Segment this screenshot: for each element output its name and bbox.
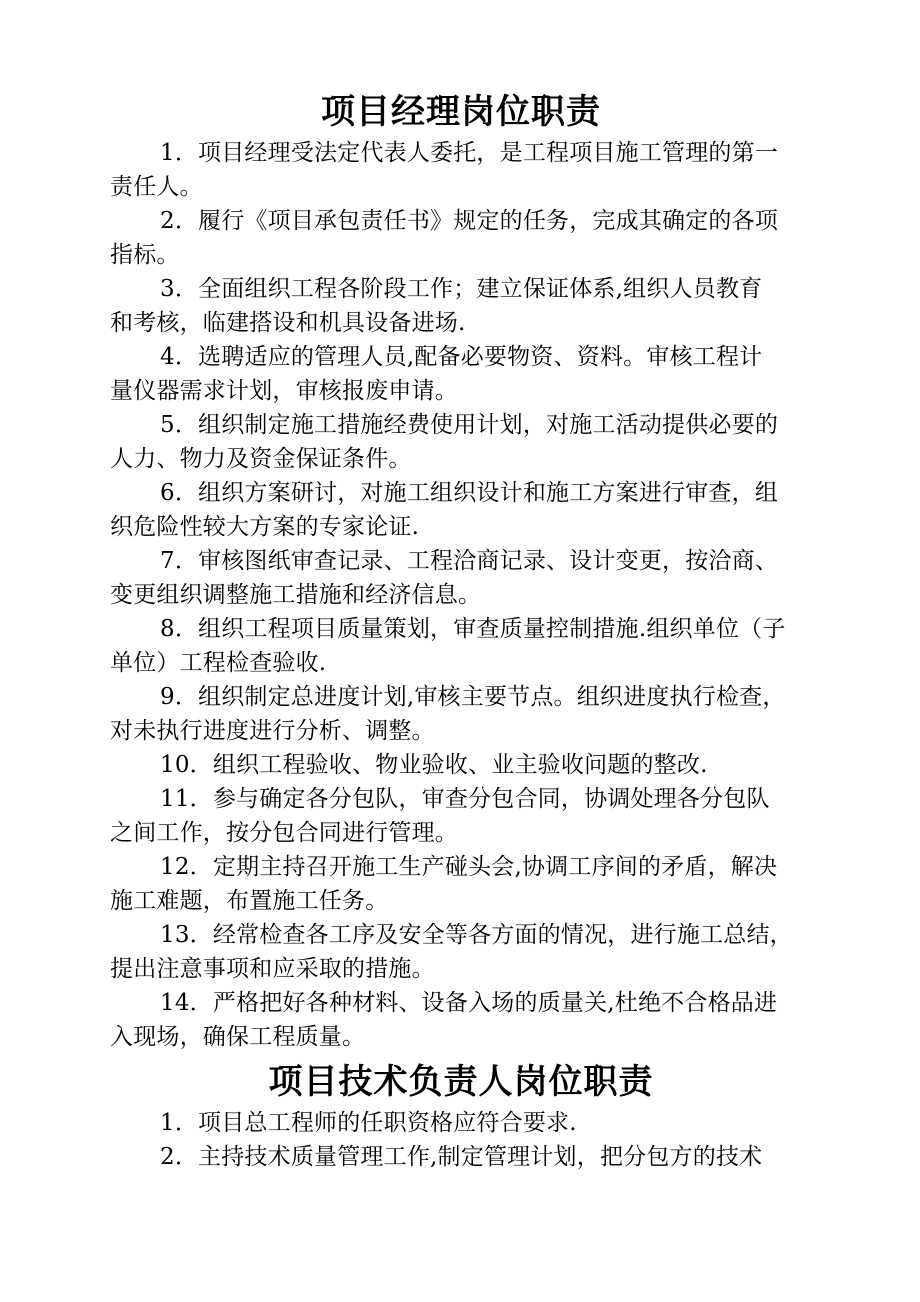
duty-item-1 — [110, 136, 812, 204]
document-page — [110, 88, 812, 1174]
section-title-technical-lead: 项目技术负责人岗位职责 — [268, 1062, 654, 1102]
duty-item-text-cont: 织危险性较大方案的专家论证. — [110, 514, 420, 540]
duty-item-text-cont: 施工难题，布置施工任务。 — [110, 888, 389, 914]
duty-item-text: 11．参与确定各分包队，审查分包合同，协调处理各分包队 — [160, 786, 770, 812]
duty-item-text: 10．组织工程验收、物业验收、业主验收问题的整改. — [160, 752, 708, 778]
duty-item-12 — [110, 850, 812, 918]
tech-duty-item-2 — [110, 1140, 812, 1174]
duty-item-text-cont: 入现场，确保工程质量。 — [110, 1024, 366, 1050]
duty-item-text-cont: 变更组织调整施工措施和经济信息。 — [110, 582, 482, 608]
duty-item-text: 12．定期主持召开施工生产碰头会,协调工序间的矛盾，解决 — [160, 854, 778, 880]
duty-item-text-cont: 提出注意事项和应采取的措施。 — [110, 956, 435, 982]
duty-item-text: 6．组织方案研讨，对施工组织设计和施工方案进行审查，组 — [160, 480, 779, 506]
duty-item-text: 5．组织制定施工措施经费使用计划，对施工活动提供必要的 — [160, 412, 779, 438]
duty-item-2 — [110, 204, 812, 272]
duty-item-text-cont: 单位）工程检查验收. — [110, 650, 327, 676]
tech-duty-item-1 — [110, 1106, 812, 1140]
duty-item-13 — [110, 918, 812, 986]
duty-item-14 — [110, 986, 812, 1054]
duty-item-10 — [110, 748, 812, 782]
duty-item-9 — [110, 680, 812, 748]
duty-item-text: 1．项目经理受法定代表人委托，是工程项目施工管理的第一 — [160, 140, 779, 166]
duty-item-text: 9．组织制定总进度计划,审核主要节点。组织进度执行检查， — [160, 684, 786, 710]
duty-item-text-cont: 指标。 — [110, 242, 180, 268]
duty-item-text: 2．主持技术质量管理工作,制定管理计划，把分包方的技术 — [160, 1144, 763, 1170]
duty-item-text-cont: 之间工作，按分包合同进行管理。 — [110, 820, 458, 846]
duty-item-text: 14．严格把好各种材料、设备入场的质量关,杜绝不合格品进 — [160, 990, 778, 1016]
duty-item-text-cont: 和考核，临建搭设和机具设备进场. — [110, 310, 466, 336]
duty-item-text: 4．选聘适应的管理人员,配备必要物资、资料。审核工程计 — [160, 344, 763, 370]
duty-item-text-cont: 人力、物力及资金保证条件。 — [110, 446, 412, 472]
duty-item-text: 8．组织工程项目质量策划，审查质量控制措施.组织单位（子 — [160, 616, 786, 642]
duty-item-text-cont: 责任人。 — [110, 174, 203, 200]
duty-item-text: 1．项目总工程师的任职资格应符合要求. — [160, 1110, 577, 1136]
duty-item-text-cont: 对未执行进度进行分析、调整。 — [110, 718, 435, 744]
duty-item-11 — [110, 782, 812, 850]
duty-item-text: 3．全面组织工程各阶段工作；建立保证体系,组织人员教育 — [160, 276, 763, 302]
duty-item-8 — [110, 612, 812, 680]
duty-item-4 — [110, 340, 812, 408]
duty-item-5 — [110, 408, 812, 476]
duty-item-3 — [110, 272, 812, 340]
section-title-project-manager: 项目经理岗位职责 — [321, 92, 601, 132]
duty-item-text: 7．审核图纸审查记录、工程洽商记录、设计变更，按洽商、 — [160, 548, 779, 574]
duty-item-7 — [110, 544, 812, 612]
duty-item-text-cont: 量仪器需求计划，审核报废申请。 — [110, 378, 458, 404]
duty-item-text: 13．经常检查各工序及安全等各方面的情况，进行施工总结， — [160, 922, 793, 948]
duty-item-6 — [110, 476, 812, 544]
duty-item-text: 2．履行《项目承包责任书》规定的任务，完成其确定的各项 — [160, 208, 779, 234]
